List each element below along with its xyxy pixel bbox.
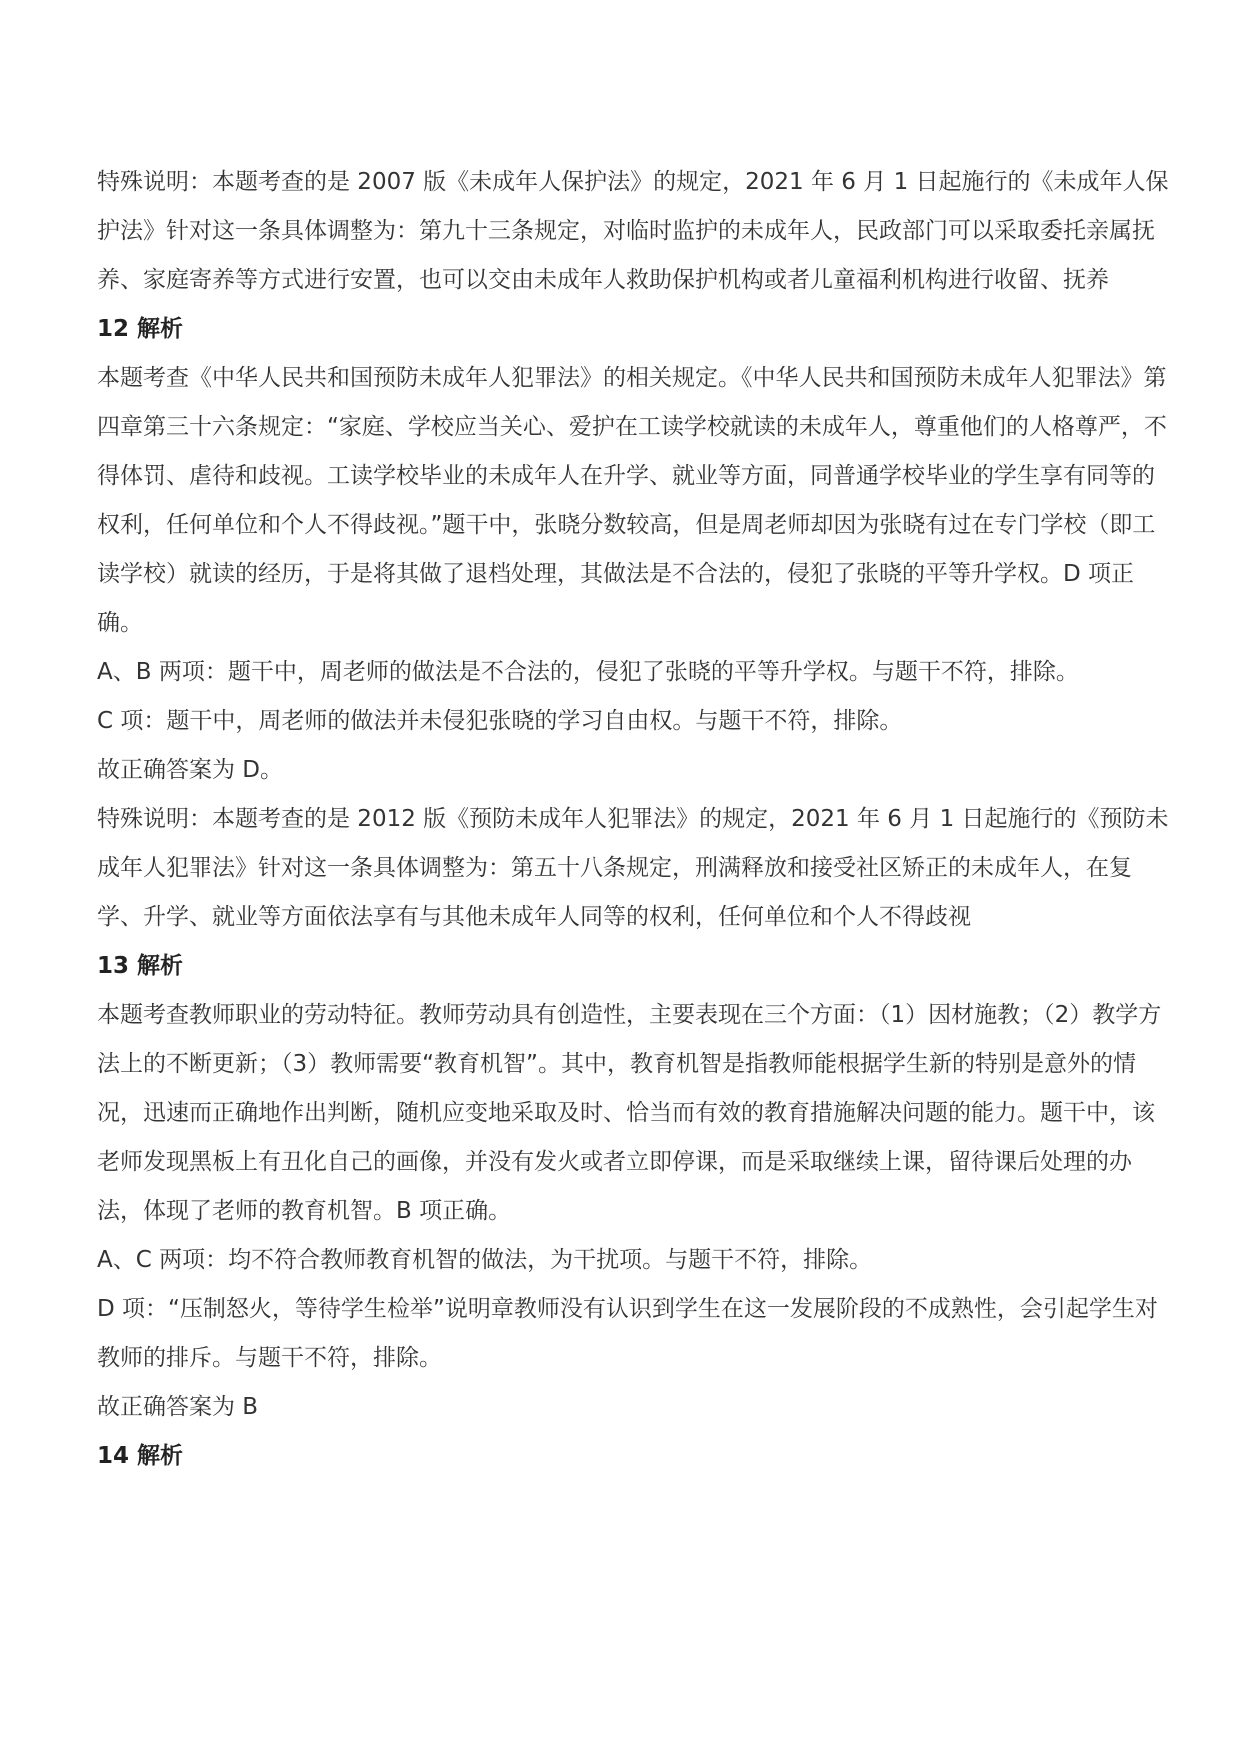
analysis-13-main: 本题考查教师职业的劳动特征。教师劳动具有创造性，主要表现在三个方面：（1）因材施教；（2）教学方法上的不断更新；（3）教师需要“教育机智”。其中，教育机智是指教师能根据学生新的特别是意外的情况，迅速而正确地作出判断，随机应变地采取及时、恰当而有效的教育措施解决问题的能力。题干中，该老师发现黑板上有丑化自己的画像，并没有发火或者立即停课，而是采取继续上课，留待课后处理的办法，体现了老师的教育机智。B 项正确。	[97, 1002, 1162, 1224]
analysis-13-d: D 项：“压制怒火，等待学生检举”说明章教师没有认识到学生在这一发展阶段的不成熟性，会引起学生对教师的排斥。与题干不符，排除。	[97, 1296, 1158, 1371]
analysis-12-main: 本题考查《中华人民共和国预防未成年人犯罪法》的相关规定。《中华人民共和国预防未成年人犯罪法》第四章第三十六条规定：“家庭、学校应当关心、爱护在工读学校就读的未成年人，尊重他们的人格尊严，不得体罚、虐待和歧视。工读学校毕业的未成年人在升学、就业等方面，同普通学校毕业的学生享有同等的权利，任何单位和个人不得歧视。”题干中，张晓分数较高，但是周老师却因为张晓有过在专门学校（即工读学校）就读的经历，于是将其做了退档处理，其做法是不合法的，侵犯了张晓的平等升学权。D 项正确。	[97, 365, 1167, 636]
answer-13: 故正确答案为 B	[97, 1394, 259, 1420]
analysis-13-ac: A、C 两项：均不符合教师教育机智的做法，为干扰项。与题干不符，排除。	[97, 1247, 873, 1273]
answer-12: 故正确答案为 D。	[97, 757, 284, 783]
heading-14: 14 解析	[97, 1443, 184, 1469]
special-note-11: 特殊说明：本题考查的是 2007 版《未成年人保护法》的规定，2021 年 6 月 1 日起施行的《未成年人保护法》针对这一条具体调整为：第九十三条规定，对临时监护的未成年人，民政部门可以采取委托亲属抚养、家庭寄养等方式进行安置，也可以交由未成年人救助保护机构或者儿童福利机构进行收留、抚养	[97, 169, 1169, 293]
document-page	[97, 158, 1177, 1481]
heading-12: 12 解析	[97, 316, 184, 342]
special-note-12: 特殊说明：本题考查的是 2012 版《预防未成年人犯罪法》的规定，2021 年 6 月 1 日起施行的《预防未成年人犯罪法》针对这一条具体调整为：第五十八条规定，刑满释放和接受社区矫正的未成年人，在复学、升学、就业等方面依法享有与其他未成年人同等的权利，任何单位和个人不得歧视	[97, 806, 1169, 930]
analysis-12-c: C 项：题干中，周老师的做法并未侵犯张晓的学习自由权。与题干不符，排除。	[97, 708, 903, 734]
heading-13: 13 解析	[97, 953, 184, 979]
analysis-12-ab: A、B 两项：题干中，周老师的做法是不合法的，侵犯了张晓的平等升学权。与题干不符，排除。	[97, 659, 1079, 685]
